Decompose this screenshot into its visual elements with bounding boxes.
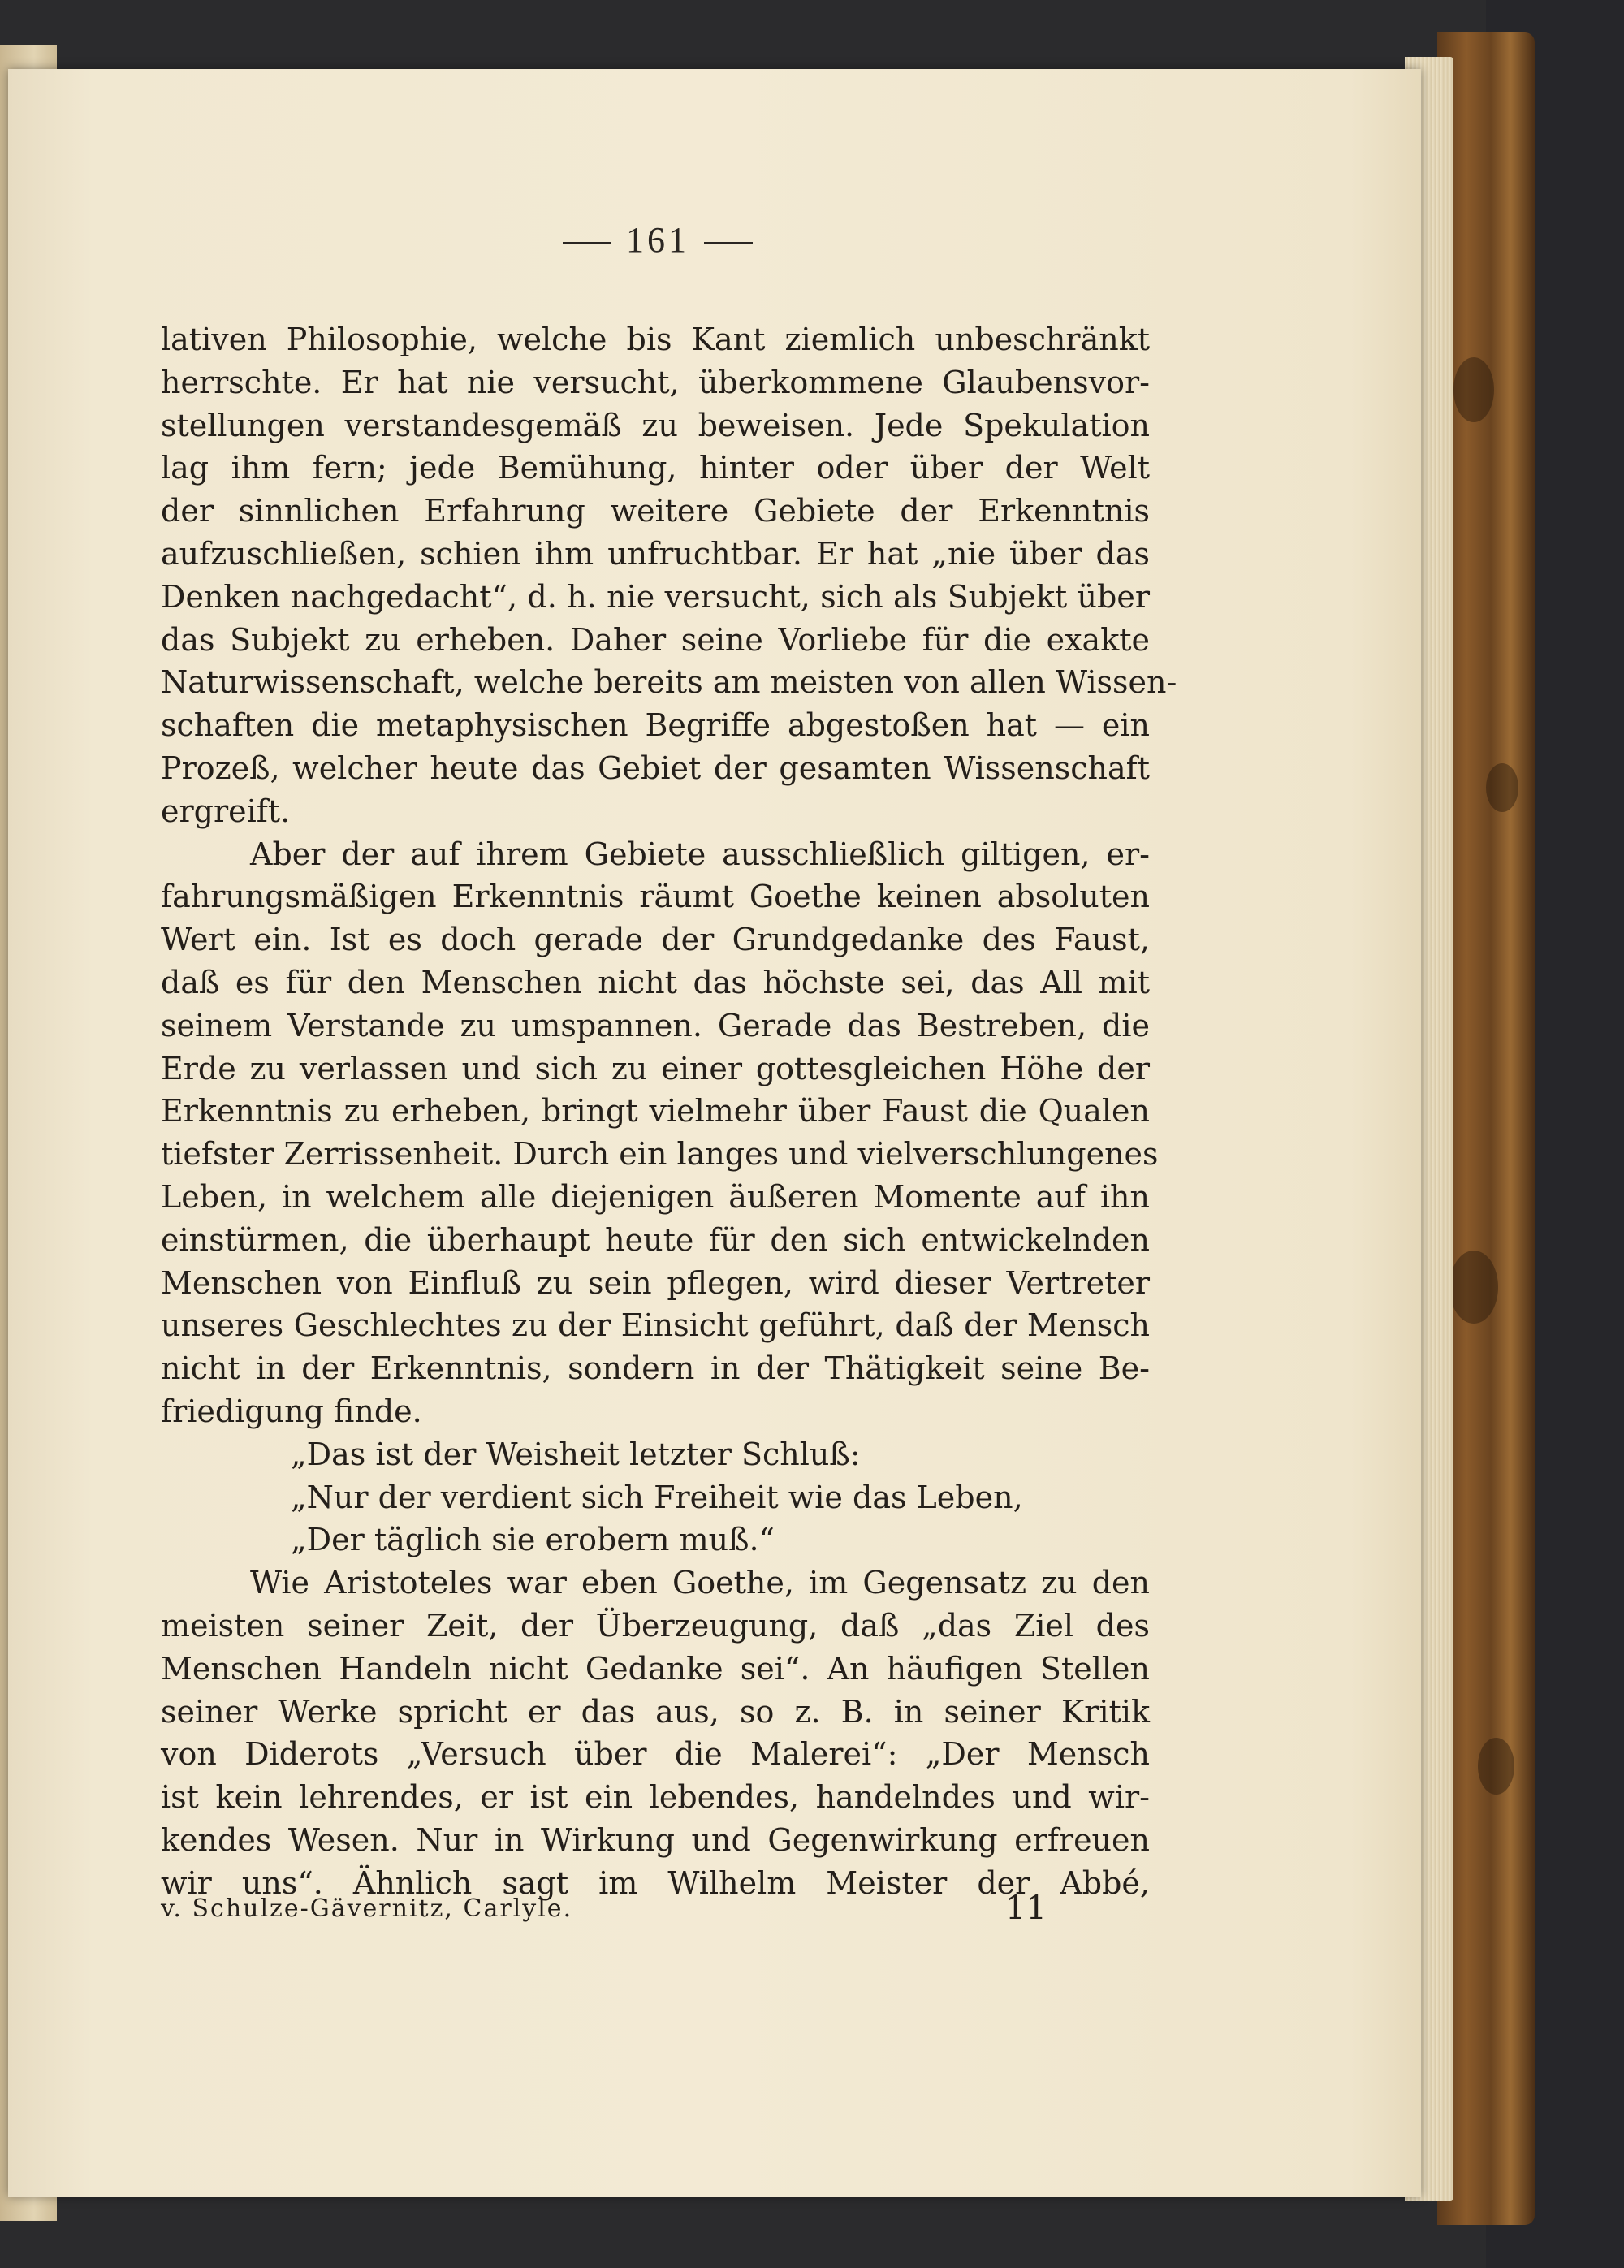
text-line: Erde zu verlassen und sich zu einer gottesgleichen Höhe der (161, 1050, 1150, 1086)
text-line: von Diderots „Versuch über die Malerei“: „Der Mensch (161, 1736, 1150, 1773)
footer-author: v. Schulze-Gävernitz, Carlyle. (161, 1894, 573, 1923)
text-line: seinem Verstande zu umspannen. Gerade das Bestreben, die (161, 1007, 1150, 1043)
page-header (536, 219, 780, 261)
text-line: Menschen von Einfluß zu sein pflegen, wird dieser Vertreter (161, 1264, 1150, 1301)
text-line: Menschen Handeln nicht Gedanke sei“. An häufigen Stellen (161, 1650, 1150, 1687)
text-line: tiefster Zerrissenheit. Durch ein langes und vielverschlungenes (161, 1136, 1159, 1173)
text-line: unseres Geschlechtes zu der Einsicht geführt, daß der Mensch (161, 1307, 1150, 1344)
text-line: fahrungsmäßigen Erkenntnis räumt Goethe keinen absoluten (161, 879, 1150, 915)
text-line: ergreift. (161, 793, 291, 829)
text-line: herrschte. Er hat nie versucht, überkommene Glaubensvor- (161, 364, 1150, 400)
text-line: nicht in der Erkenntnis, sondern in der Thätigkeit seine Be- (161, 1350, 1150, 1387)
text-line: Aber der auf ihrem Gebiete ausschließlich giltigen, er- (250, 836, 1150, 872)
text-line: ist kein lehrendes, er ist ein lebendes, handelndes und wir- (161, 1779, 1150, 1816)
text-line: „Der täglich sie erobern muß.“ (291, 1522, 775, 1558)
text-line: Erkenntnis zu erheben, bringt vielmehr über Faust die Qualen (161, 1093, 1150, 1130)
text-line: wir uns“. Ähnlich sagt im Wilhelm Meister der Abbé, (161, 1864, 1150, 1901)
text-line: stellungen verstandesgemäß zu beweisen. Jede Spekulation (161, 407, 1150, 443)
text-line: Prozeß, welcher heute das Gebiet der gesamten Wissenschaft (161, 750, 1150, 786)
text-line: friedigung finde. (161, 1393, 422, 1429)
text-line: meisten seiner Zeit, der Überzeugung, daß „das Ziel des (161, 1607, 1150, 1644)
text-line: Denken nachgedacht“, d. h. nie versucht, sich als Subjekt über (161, 578, 1150, 615)
page-number: 161 (626, 220, 689, 260)
text-line: Wert ein. Ist es doch gerade der Grundgedanke des Faust, (161, 922, 1150, 958)
text-line: „Nur der verdient sich Freiheit wie das Leben, (291, 1479, 1023, 1515)
text-line: einstürmen, die überhaupt heute für den sich entwickelnden (161, 1221, 1150, 1258)
text-line: schaften die metaphysischen Begriffe abgestoßen hat — ein (161, 707, 1150, 744)
header-dash-right (704, 242, 753, 244)
text-line: seiner Werke spricht er das aus, so z. B. in seiner Kritik (161, 1693, 1150, 1730)
signature-mark: 11 (1005, 1890, 1047, 1927)
text-line: „Das ist der Weisheit letzter Schluß: (291, 1436, 861, 1472)
text-line: lag ihm fern; jede Bemühung, hinter oder über der Welt (161, 450, 1150, 486)
text-line: aufzuschließen, schien ihm unfruchtbar. Er hat „nie über das (161, 535, 1150, 572)
body-text (161, 318, 1177, 1904)
text-line: daß es für den Menschen nicht das höchste sei, das All mit (161, 964, 1150, 1000)
text-line: der sinnlichen Erfahrung weitere Gebiete der Erkenntnis (161, 493, 1150, 529)
text-line: lativen Philosophie, welche bis Kant ziemlich unbeschränkt (161, 322, 1150, 357)
text-line: Wie Aristoteles war eben Goethe, im Gegensatz zu den (250, 1565, 1150, 1601)
text-line: Leben, in welchem alle diejenigen äußeren Momente auf ihn (161, 1178, 1150, 1215)
text-line: das Subjekt zu erheben. Daher seine Vorliebe für die exakte (161, 621, 1150, 658)
header-dash-left (563, 242, 611, 244)
text-line: kendes Wesen. Nur in Wirkung und Gegenwirkung erfreuen (161, 1821, 1150, 1858)
text-line: Naturwissenschaft, welche bereits am meisten von allen Wissen- (161, 664, 1177, 701)
page-footer (161, 1890, 1150, 1938)
